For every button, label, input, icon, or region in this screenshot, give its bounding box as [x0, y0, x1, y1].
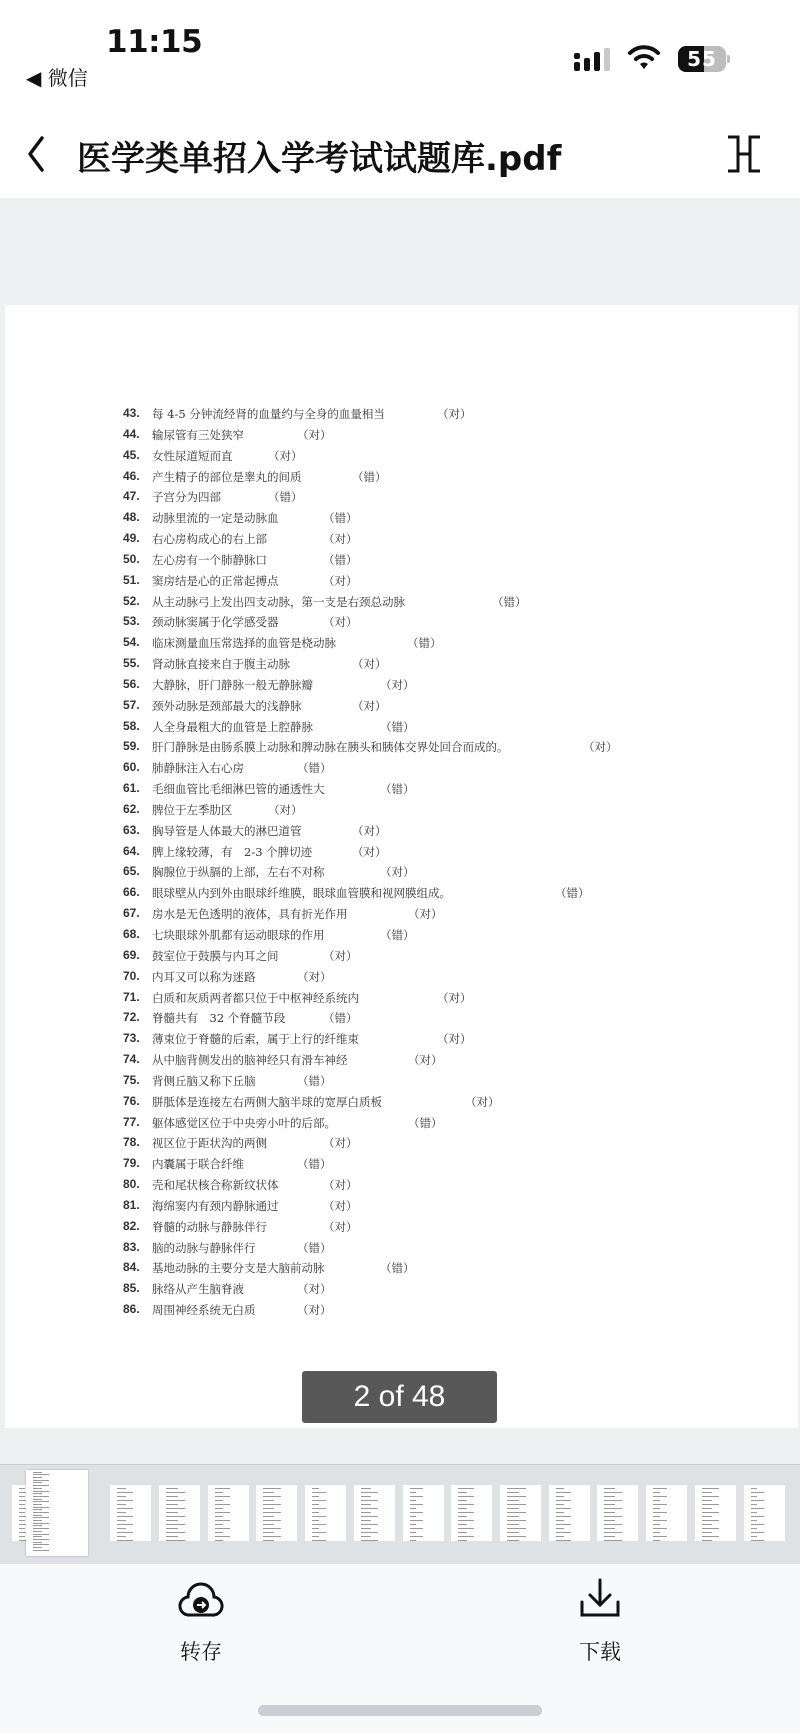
page-thumbnail[interactable] — [305, 1485, 346, 1541]
question-text: 女性尿道短而直 — [152, 448, 233, 463]
question-text: 颈动脉窦属于化学感受器 — [152, 615, 279, 630]
question-answer: （错） — [297, 761, 332, 776]
question-number: 55. — [123, 656, 140, 671]
question-text: 眼球壁从内到外由眼球纤维膜，眼球血管膜和视网膜组成。 — [152, 886, 451, 901]
question-number: 48. — [123, 510, 140, 525]
question-answer: （对） — [323, 1178, 358, 1193]
question-number: 69. — [123, 947, 140, 962]
question-number: 50. — [123, 551, 140, 566]
question-number: 61. — [123, 781, 140, 796]
question-number: 56. — [123, 676, 140, 691]
page-thumbnail[interactable] — [354, 1485, 395, 1541]
question-text: 脊髓的动脉与静脉伴行 — [152, 1219, 267, 1234]
question-answer: （对） — [408, 907, 443, 922]
question-answer: （错） — [297, 1073, 332, 1088]
question-number: 76. — [123, 1093, 140, 1108]
page-thumbnail[interactable] — [500, 1485, 541, 1541]
question-text: 从中脑背侧发出的脑神经只有滑车神经 — [152, 1053, 348, 1068]
question-number: 75. — [123, 1072, 140, 1087]
question-text: 输尿管有三处狭窄 — [152, 427, 244, 442]
question-number: 74. — [123, 1052, 140, 1067]
question-answer: （对） — [583, 740, 618, 755]
question-number: 83. — [123, 1239, 140, 1254]
question-answer: （对） — [408, 1053, 443, 1068]
page-thumbnail[interactable] — [208, 1485, 249, 1541]
question-answer: （错） — [297, 1157, 332, 1172]
question-number: 72. — [123, 1010, 140, 1025]
page-thumbnail[interactable] — [110, 1485, 151, 1541]
fullscreen-icon[interactable] — [724, 134, 764, 174]
page-thumbnail[interactable] — [256, 1485, 297, 1541]
question-text: 内囊属于联合纤维 — [152, 1157, 244, 1172]
question-number: 46. — [123, 468, 140, 483]
question-answer: （对） — [297, 1282, 332, 1297]
question-number: 84. — [123, 1260, 140, 1275]
question-number: 78. — [123, 1135, 140, 1150]
question-answer: （对） — [268, 802, 303, 817]
question-number: 68. — [123, 927, 140, 941]
back-chevron-icon[interactable] — [22, 130, 50, 178]
question-text: 每 4-5 分钟流经肾的血量约与全身的血量相当 — [152, 407, 385, 421]
wifi-icon — [628, 44, 660, 70]
question-text: 脾位于左季肋区 — [152, 802, 233, 817]
question-answer: （错） — [555, 886, 590, 901]
question-answer: （错） — [380, 719, 415, 734]
page-thumbnail[interactable] — [26, 1470, 88, 1556]
question-answer: （对） — [352, 844, 387, 859]
question-number: 70. — [123, 968, 140, 983]
question-answer: （错） — [268, 490, 303, 505]
question-answer: （对） — [297, 969, 332, 984]
question-text: 左心房有一个肺静脉口 — [152, 552, 267, 567]
document-title: 医学类单招入学考试试题库.pdf — [77, 139, 562, 179]
save-to-drive-button[interactable] — [141, 1578, 261, 1678]
question-number: 45. — [123, 447, 140, 462]
question-answer: （错） — [352, 469, 387, 484]
question-answer: （对） — [352, 823, 387, 838]
cellular-signal-icon — [574, 48, 614, 72]
question-answer: （错） — [323, 511, 358, 526]
download-label: 下载 — [579, 1640, 621, 1664]
question-number: 43. — [123, 406, 140, 420]
question-number: 80. — [123, 1177, 140, 1192]
battery-icon — [678, 46, 730, 72]
question-answer: （错） — [408, 1115, 443, 1130]
question-text: 产生精子的部位是睾丸的间质 — [152, 469, 302, 484]
question-text: 人全身最粗大的血管是上腔静脉 — [152, 719, 313, 734]
question-text: 鼓室位于鼓膜与内耳之间 — [152, 948, 279, 963]
question-answer: （对） — [297, 427, 332, 442]
question-number: 62. — [123, 801, 140, 816]
question-text: 视区位于距状沟的两侧 — [152, 1136, 267, 1151]
question-number: 53. — [123, 614, 140, 629]
question-answer: （错） — [407, 636, 442, 651]
question-answer: （对） — [437, 407, 472, 421]
question-answer: （对） — [268, 448, 303, 463]
question-number: 44. — [123, 426, 140, 441]
question-answer: （对） — [323, 1219, 358, 1234]
question-number: 58. — [123, 718, 140, 733]
question-text: 肾动脉直接来自于腹主动脉 — [152, 657, 290, 672]
question-number: 71. — [123, 989, 140, 1004]
home-indicator — [258, 1705, 542, 1716]
question-text: 胼胝体是连接左右两侧大脑半球的宽厚白质板 — [152, 1094, 382, 1109]
question-text: 脉络从产生脑脊液 — [152, 1282, 244, 1297]
question-text: 壳和尾状核合称新纹状体 — [152, 1178, 279, 1193]
question-answer: （错） — [323, 552, 358, 567]
back-to-wechat-link[interactable]: ◀ 微信 — [26, 66, 88, 90]
page-thumbnail[interactable] — [159, 1485, 200, 1541]
question-number: 60. — [123, 760, 140, 775]
question-answer: （对） — [323, 615, 358, 630]
question-text: 七块眼球外肌都有运动眼球的作用 — [152, 928, 325, 942]
page-thumbnail[interactable] — [597, 1485, 638, 1541]
question-answer: （错） — [380, 1261, 415, 1276]
question-number: 79. — [123, 1156, 140, 1171]
question-answer: （错） — [297, 1240, 332, 1255]
page-thumbnail[interactable] — [451, 1485, 492, 1541]
question-text: 脾上缘较薄，有 2-3 个脾切迹 — [152, 844, 313, 859]
question-answer: （对） — [437, 990, 472, 1005]
question-text: 白质和灰质两者都只位于中枢神经系统内 — [152, 990, 359, 1005]
question-text: 毛细血管比毛细淋巴管的通透性大 — [152, 782, 325, 797]
question-number: 52. — [123, 593, 140, 608]
question-answer: （对） — [352, 698, 387, 713]
page-thumbnail[interactable] — [549, 1485, 590, 1541]
question-text: 海绵窦内有颈内静脉通过 — [152, 1198, 279, 1213]
question-number: 82. — [123, 1218, 140, 1233]
question-text: 内耳又可以称为迷路 — [152, 969, 256, 984]
question-number: 49. — [123, 531, 140, 546]
page-thumbnail[interactable] — [646, 1485, 687, 1541]
question-answer: （对） — [352, 657, 387, 672]
question-number: 65. — [123, 864, 140, 879]
question-answer: （对） — [437, 1032, 472, 1047]
cloud-save-icon — [178, 1578, 224, 1618]
page-indicator: 2 of 48 — [302, 1371, 497, 1423]
question-text: 动脉里流的一定是动脉血 — [152, 511, 279, 526]
question-number: 85. — [123, 1281, 140, 1296]
save-label: 转存 — [180, 1640, 222, 1664]
question-answer: （错） — [492, 594, 527, 609]
question-answer: （错） — [380, 928, 415, 942]
question-number: 51. — [123, 572, 140, 587]
download-button[interactable] — [540, 1578, 660, 1678]
question-answer: （对） — [323, 573, 358, 588]
question-text: 子宫分为四部 — [152, 490, 221, 505]
question-text: 脊髓共有 32 个脊髓节段 — [152, 1011, 286, 1026]
page-thumbnail[interactable] — [744, 1485, 785, 1541]
question-text: 胸腺位于纵膈的上部，左右不对称 — [152, 865, 325, 880]
question-text: 周围神经系统无白质 — [152, 1303, 256, 1318]
question-text: 窦房结是心的正常起搏点 — [152, 573, 279, 588]
page-thumbnail[interactable] — [403, 1485, 444, 1541]
question-number: 81. — [123, 1197, 140, 1212]
question-number: 59. — [123, 739, 140, 754]
question-text: 基地动脉的主要分支是大脑前动脉 — [152, 1261, 325, 1276]
question-text: 肝门静脉是由肠系膜上动脉和脾动脉在胰头和胰体交界处回合而成的。 — [152, 740, 509, 755]
question-text: 薄束位于脊髓的后索，属于上行的纤维束 — [152, 1032, 359, 1047]
question-text: 房水是无色透明的液体，具有折光作用 — [152, 907, 348, 922]
question-number: 66. — [123, 885, 140, 900]
question-text: 脑的动脉与静脉伴行 — [152, 1240, 256, 1255]
question-answer: （对） — [323, 1198, 358, 1213]
question-answer: （错） — [323, 1011, 358, 1026]
status-time: 11:15 — [106, 24, 203, 60]
question-number: 47. — [123, 489, 140, 504]
question-answer: （对） — [323, 948, 358, 963]
question-text: 颈外动脉是颈部最大的浅静脉 — [152, 698, 302, 713]
question-number: 64. — [123, 843, 140, 858]
question-answer: （对） — [323, 532, 358, 547]
question-text: 临床测量血压常选择的血管是桡动脉 — [152, 636, 336, 651]
question-text: 背侧丘脑又称下丘脑 — [152, 1073, 256, 1088]
question-answer: （对） — [380, 677, 415, 692]
question-number: 57. — [123, 697, 140, 712]
question-answer: （对） — [380, 865, 415, 880]
question-text: 躯体感觉区位于中央旁小叶的后部。 — [152, 1115, 336, 1130]
question-text: 大静脉，肝门静脉一般无静脉瓣 — [152, 677, 313, 692]
page-thumbnail[interactable] — [695, 1485, 736, 1541]
question-number: 73. — [123, 1031, 140, 1046]
question-text: 胸导管是人体最大的淋巴道管 — [152, 823, 302, 838]
question-answer: （对） — [465, 1094, 500, 1109]
question-text: 从主动脉弓上发出四支动脉，第一支是右颈总动脉 — [152, 594, 405, 609]
download-icon — [577, 1578, 623, 1618]
question-number: 67. — [123, 906, 140, 921]
battery-level: 55 — [687, 47, 717, 71]
question-text: 右心房构成心的右上部 — [152, 532, 267, 547]
question-text: 肺静脉注入右心房 — [152, 761, 244, 776]
question-answer: （对） — [323, 1136, 358, 1151]
question-number: 63. — [123, 822, 140, 837]
question-answer: （对） — [297, 1303, 332, 1318]
question-number: 77. — [123, 1114, 140, 1129]
question-answer: （错） — [380, 782, 415, 797]
question-number: 86. — [123, 1302, 140, 1317]
question-number: 54. — [123, 635, 140, 650]
